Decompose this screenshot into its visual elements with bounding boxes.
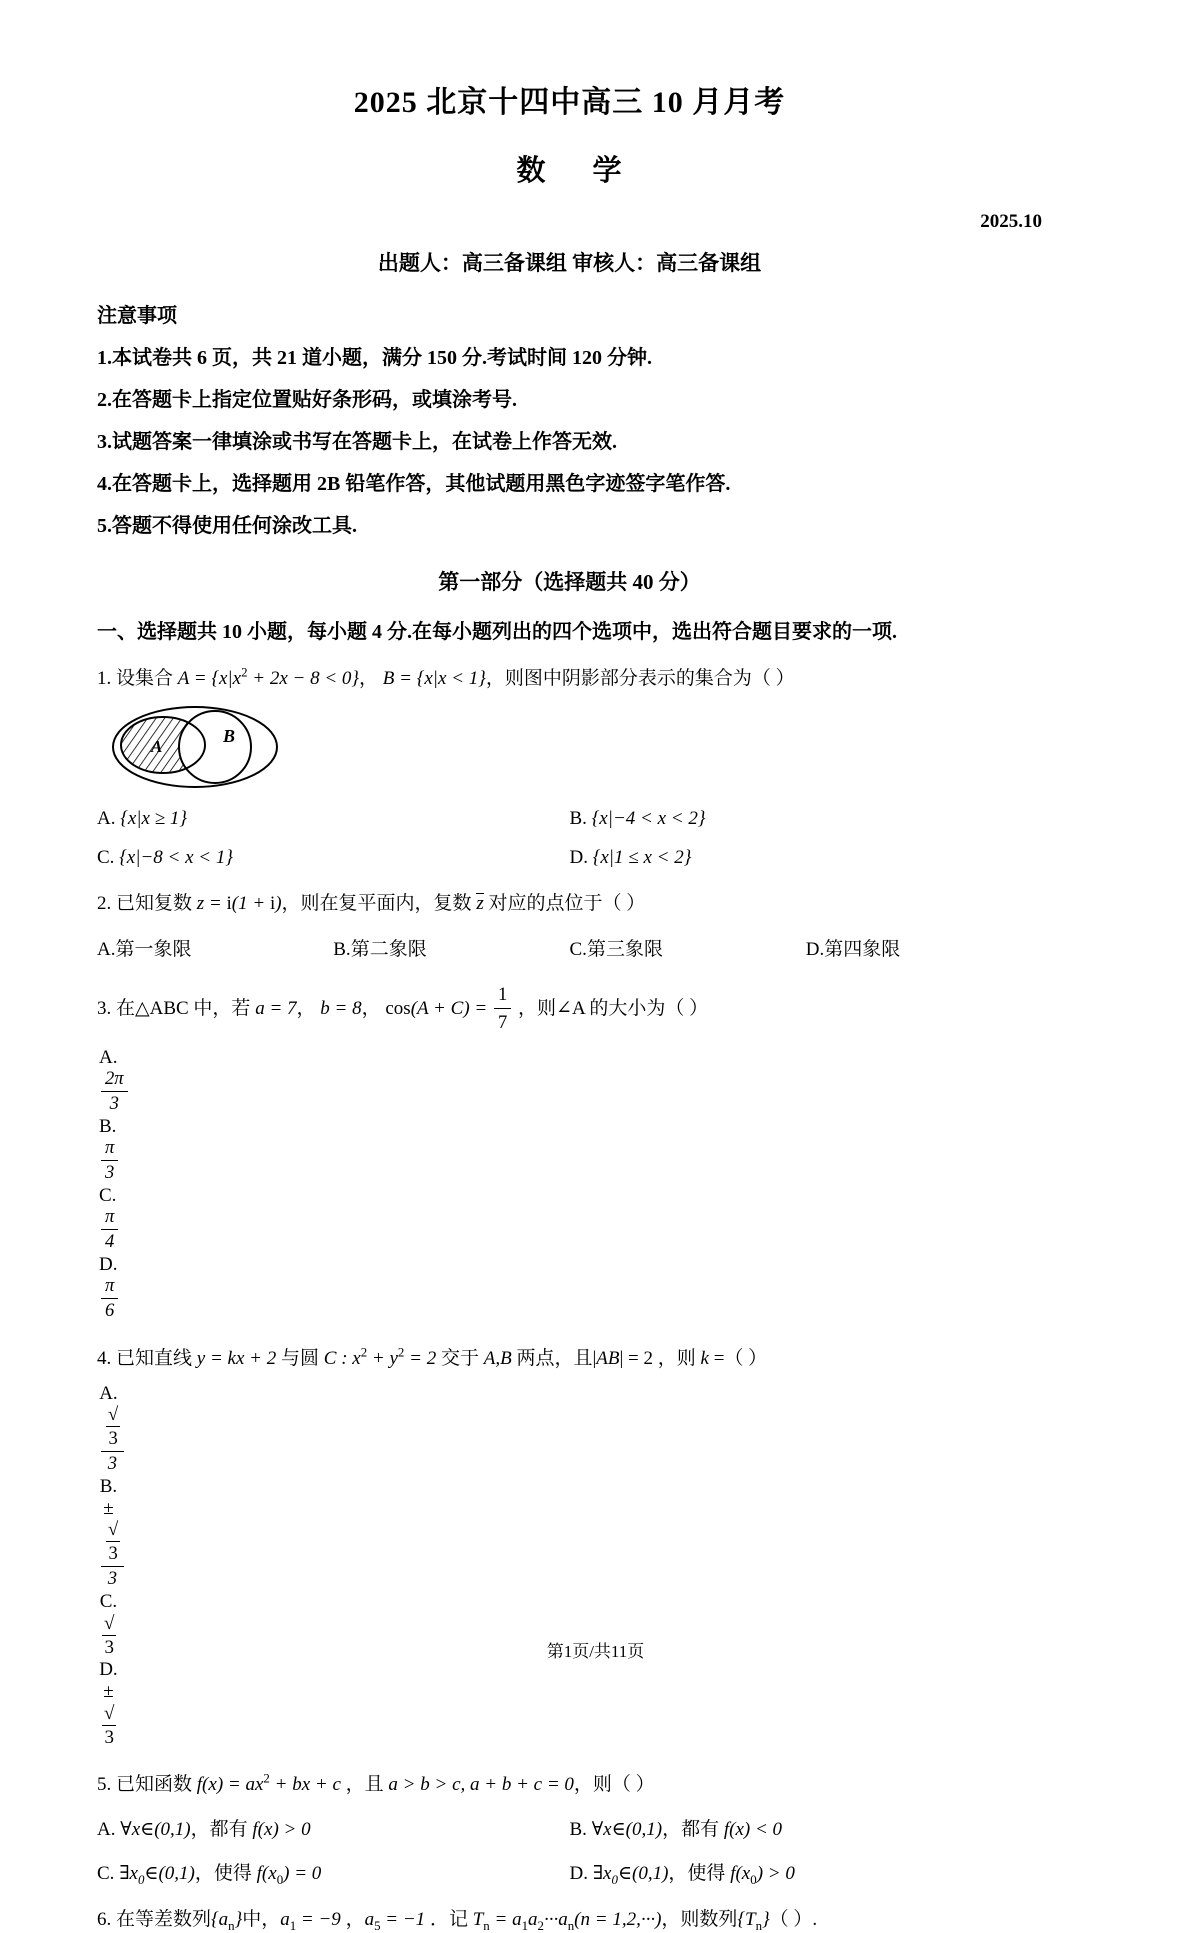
option-tag: C. xyxy=(569,938,587,960)
option-sqrt: √3 xyxy=(103,1702,115,1748)
question-6-stem: 在等差数列$\{a_n\}$中，$a_1 = -9$ ，$a_5 = -1$ ．记 $T_n = a_1a_2\cdot\cdot\cdot a_n(n = 1,2,\cdot\cdot\cdot)$，则数列$\{T_n\}$（ ）. xyxy=(116,1909,818,1933)
question-5-options-row-1 xyxy=(97,1814,1042,1841)
question-5-options-row-2 xyxy=(97,1858,1042,1888)
question-2 xyxy=(97,891,1042,917)
question-1-set-a: $A = \{x|x^2 + 2x - 8 < 0\}$ xyxy=(177,664,360,689)
option-tag: C. xyxy=(97,1863,115,1885)
option-tag: A. xyxy=(97,1819,116,1841)
question-3-a-value: a = 7 xyxy=(255,997,297,1019)
question-1-options-row-1 xyxy=(97,808,1042,830)
option-text: ∀x∈(0,1)，都有 f(x) < 0 xyxy=(591,1819,783,1841)
option-tag: A. xyxy=(97,808,116,830)
option-tag: D. xyxy=(99,1254,118,1276)
fraction-numerator: π xyxy=(101,1275,118,1299)
question-1-option-c[interactable] xyxy=(97,847,570,869)
question-5-option-b[interactable] xyxy=(570,1814,1043,1841)
option-tag: D. xyxy=(99,1658,118,1680)
notice-item-1: 1.本试卷共 6 页，共 21 道小题，满分 150 分.考试时间 120 分钟. xyxy=(97,346,652,369)
part-one-instruction: 一、选择题共 10 小题，每小题 4 分.在每小题列出的四个选项中，选出符合题目要求的一项. xyxy=(97,620,897,643)
fraction-denominator: 3 xyxy=(109,1093,119,1115)
plus-minus-sign: ± xyxy=(103,1680,114,1702)
question-1-number: 1. xyxy=(97,667,112,689)
question-2-stem-mid: ，则在复平面内，复数 xyxy=(281,893,472,915)
option-tag: D. xyxy=(569,847,588,869)
option-tag: B. xyxy=(333,938,351,960)
question-5-option-d[interactable] xyxy=(569,1858,1043,1888)
option-text: $\exists x_0\in(0,1)$，使得 $f(x_0) > 0$ xyxy=(592,1863,795,1888)
option-fraction xyxy=(101,1275,118,1322)
option-tag: D. xyxy=(805,938,825,960)
option-text: 第四象限 xyxy=(824,938,901,960)
plus-minus-sign: ± xyxy=(103,1497,114,1519)
option-fraction xyxy=(101,1068,128,1115)
question-3-b-value: b = 8 xyxy=(320,997,362,1019)
question-3-option-c[interactable] xyxy=(99,1185,120,1254)
question-2-option-a[interactable] xyxy=(97,934,333,961)
option-sqrt: √3 xyxy=(103,1612,115,1658)
option-text: 第三象限 xyxy=(586,938,663,960)
question-2-number: 2. xyxy=(97,893,112,915)
notice-item-5: 5.答题不得使用任何涂改工具. xyxy=(97,514,357,537)
cos-fraction xyxy=(494,982,511,1035)
question-1-options-row-2 xyxy=(97,847,1042,869)
option-fraction xyxy=(101,1137,118,1184)
question-3-option-b[interactable] xyxy=(99,1116,120,1185)
question-1-stem-post: ，则图中阴影部分表示的集合为（ ） xyxy=(485,667,795,689)
option-text: 第二象限 xyxy=(350,938,427,960)
question-1-option-b[interactable] xyxy=(570,808,1043,830)
option-text: {x|1 ≤ x < 2} xyxy=(592,847,692,869)
question-3: 3. 在△ABC 中，若 a = 7， b = 8， cos(A + C) = $\frac{1}{7}$ ，则∠A 的大小为（ ） xyxy=(97,983,1042,1036)
option-tag: B. xyxy=(99,1116,117,1138)
option-text: ∀x∈(0,1)，都有 f(x) > 0 xyxy=(120,1819,311,1841)
option-text: $\exists x_0\in(0,1)$，使得 $f(x_0) = 0$ xyxy=(119,1863,322,1888)
option-tag: A. xyxy=(99,1382,118,1404)
radicand: 3 xyxy=(104,1726,114,1748)
venn-diagram xyxy=(105,705,1042,791)
question-3-cos-expr: cos(A + C) = $\frac{1}{7}$ xyxy=(385,998,518,1019)
question-2-option-d[interactable] xyxy=(806,934,1042,961)
fraction-denominator: 3 xyxy=(105,1162,115,1184)
question-1-option-a[interactable] xyxy=(97,808,570,830)
question-1-option-d[interactable] xyxy=(570,847,1043,869)
exam-date: 2025.10 xyxy=(980,210,1042,232)
option-text: 第一象限 xyxy=(115,938,192,960)
fraction-numerator: π xyxy=(101,1137,118,1161)
question-4 xyxy=(97,1346,1042,1372)
subject-char-2: 学 xyxy=(592,154,623,187)
question-2-stem-pre: 已知复数 xyxy=(116,893,193,915)
option-text: {x|−8 < x < 1} xyxy=(119,847,233,869)
fraction-numerator: √3 xyxy=(101,1519,124,1567)
question-2-formula: z = i(1 + i) xyxy=(196,893,282,915)
question-5-option-a[interactable] xyxy=(97,1814,570,1841)
part-one-title: 第一部分（选择题共 40 分） xyxy=(438,569,701,594)
fraction-numerator: π xyxy=(101,1206,118,1230)
question-5 xyxy=(97,1772,1042,1798)
option-tag: B. xyxy=(569,808,587,830)
fraction-denominator: 7 xyxy=(497,1011,508,1033)
option-fraction xyxy=(101,1404,124,1475)
fraction-numerator: √3 xyxy=(101,1404,124,1452)
question-2-stem-post: 对应的点位于（ ） xyxy=(488,893,646,915)
authors-line: 出题人：高三备课组 审核人：高三备课组 xyxy=(377,250,762,275)
question-3-number: 3. xyxy=(97,997,112,1019)
question-5-option-c[interactable] xyxy=(97,1858,570,1888)
question-2-option-c[interactable] xyxy=(570,934,806,961)
fraction-denominator: 3 xyxy=(107,1567,118,1589)
question-1-comma: ， xyxy=(359,667,379,689)
question-4-stem: 已知直线 y = kx + 2 与圆 C : $x^2 + y^2 = 2$ 交于 A,B 两点，且|AB| = 2 ，则 k =（ ） xyxy=(116,1344,768,1370)
question-4-number: 4. xyxy=(97,1348,112,1370)
venn-diagram-svg xyxy=(105,705,305,791)
question-1-stem-pre: 设集合 xyxy=(116,667,174,689)
question-4-options xyxy=(99,1383,175,1749)
option-tag: C. xyxy=(99,1185,117,1207)
venn-label-a: A xyxy=(151,737,163,757)
radicand: 3 xyxy=(104,1636,114,1658)
page-footer: 第1页/共11页 xyxy=(546,1642,645,1661)
notice-item-3: 3.试题答案一律填涂或书写在答题卡上，在试卷上作答无效. xyxy=(97,430,617,453)
fraction-denominator: 3 xyxy=(107,1452,118,1474)
venn-label-b: B xyxy=(223,726,236,747)
question-3-stem-pre: 在△ABC 中，若 xyxy=(116,997,251,1019)
question-3-stem-post: ，则∠A 的大小为（ ） xyxy=(518,997,709,1019)
question-4-option-d[interactable] xyxy=(99,1659,124,1749)
question-2-conjugate: z xyxy=(476,893,484,915)
option-tag: A. xyxy=(97,938,116,960)
question-3-options xyxy=(99,1047,159,1323)
option-fraction xyxy=(101,1519,124,1590)
subject-char-1: 数 xyxy=(516,154,547,187)
question-1-set-b: B = {x|x < 1} xyxy=(382,667,486,689)
notice-item-4: 4.在答题卡上，选择题用 2B 铅笔作答，其他试题用黑色字迹签字笔作答. xyxy=(97,472,731,495)
notice-heading: 注意事项 xyxy=(97,304,177,327)
question-5-stem: 已知函数 $f(x) = ax^2$ + bx + c ，且 a > b > c, a + b + c = 0，则（ ） xyxy=(116,1770,655,1795)
fraction-numerator: 1 xyxy=(494,982,511,1009)
question-3-option-a[interactable] xyxy=(99,1047,124,1116)
option-text: {x|−4 < x < 2} xyxy=(591,808,706,830)
question-2-option-b[interactable] xyxy=(333,934,569,961)
subject-title xyxy=(97,148,1042,189)
option-tag: C. xyxy=(99,1590,118,1612)
option-tag: A. xyxy=(99,1047,118,1069)
question-5-number: 5. xyxy=(97,1773,112,1795)
question-6 xyxy=(97,1907,1042,1933)
fraction-numerator: 2π xyxy=(101,1068,128,1092)
option-tag: B. xyxy=(569,1819,587,1841)
fraction-denominator: 6 xyxy=(105,1300,115,1322)
question-4-option-a[interactable] xyxy=(99,1383,124,1476)
question-6-number: 6. xyxy=(97,1909,112,1931)
option-tag: D. xyxy=(569,1863,588,1885)
question-3-option-d[interactable] xyxy=(99,1254,120,1323)
option-tag: C. xyxy=(97,847,115,869)
question-4-option-b[interactable] xyxy=(99,1476,124,1591)
question-2-options xyxy=(97,934,1042,961)
notice-item-2: 2.在答题卡上指定位置贴好条形码，或填涂考号. xyxy=(97,388,517,411)
option-text: {x|x ≥ 1} xyxy=(120,808,187,830)
option-tag: B. xyxy=(99,1475,118,1497)
page-title: 2025 北京十四中高三 10 月月考 xyxy=(353,86,786,119)
option-fraction xyxy=(101,1206,118,1253)
question-1 xyxy=(97,666,1042,692)
fraction-denominator: 4 xyxy=(105,1231,115,1253)
